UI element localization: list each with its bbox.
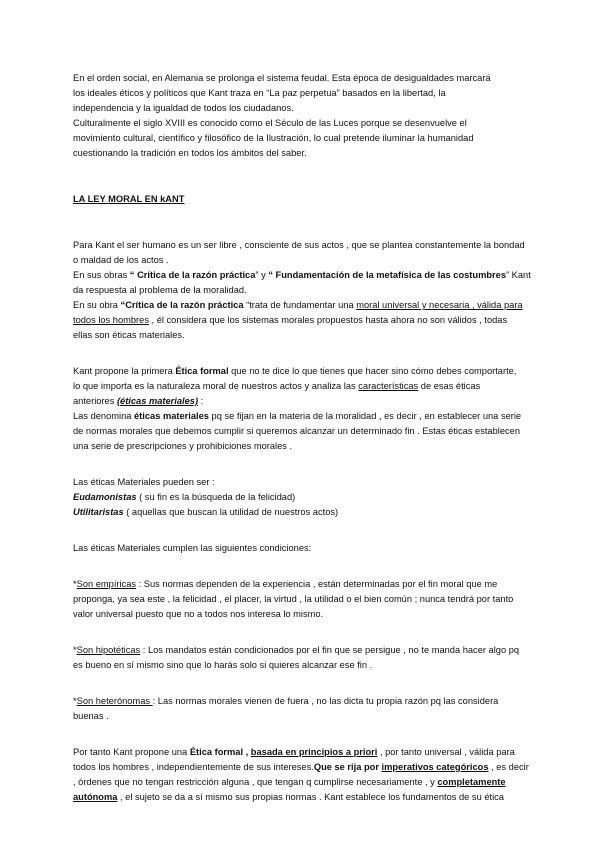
bold-eticas-materiales: éticas materiales [134,411,209,421]
text-line: Las éticas Materiales cumplen las siguientes condiciones: [73,543,312,553]
text-line: movimiento cultural, científico y filosófico de la Ilustración, lo cual pretende iluminar la humanidad [73,133,474,143]
text-line: En el orden social, en Alemania se prolonga el sistema feudal. Esta época de desigualdades marcará [73,73,491,83]
paragraph-kant-libre [73,238,531,343]
intro-paragraph-2 [73,116,531,161]
text-line: una serie de prescripciones y prohibiciones morales . [73,441,293,451]
text-run: Por tanto Kant propone una [73,747,190,757]
bullet-star: * [73,696,77,706]
term-utilitaristas: Utilitaristas [73,507,124,517]
condition-label: Son empíricas [76,579,137,589]
paragraph-etica-formal [73,364,531,454]
text-run: que no te dice lo que tienes que hacer sino cómo debes comportarte, [228,366,517,376]
text-run: Kant propone la primera [73,366,176,376]
text-line: da respuesta al problema de la moralidad. [73,285,247,295]
text-line: Para Kant el ser humano es un ser libre , consciente de sus actos , que se plantea constantemente la bondad [73,240,525,250]
text-line: cuestionando la tradición en todos los ámbitos del saber. [73,148,307,158]
condition-hipoteticas [73,643,531,673]
condition-empiricas [73,577,531,622]
emphasis-eticas-materiales: (éticas materiales) [116,396,199,406]
emphasis-completamente: completamente [437,777,506,787]
text-line: los ideales éticos y políticos que Kant traza en “La paz perpetua” basados en la libertad, la [73,88,446,98]
text-run: anteriores [73,396,117,406]
text-run: ( su fin es la búsqueda de la felicidad) [136,492,296,502]
text-line: o maldad de los actos . [73,255,169,265]
text-run: , órdenes que no tengan restricción alguna , que tengan q cumplirse necesariamente , y [73,777,438,787]
text-run: : Los mandatos están condicionados por el fin que se persigue , no te manda hacer algo pq [140,645,520,655]
text-run: En sus obras [73,270,130,280]
underlined-todos-hombres: todos los hombres [73,315,149,325]
text-line: Las éticas Materiales pueden ser : [73,477,215,487]
text-run: ( aquellas que buscan la utilidad de nuestros actos) [123,507,339,517]
condition-label: Son heterónomas [76,696,153,706]
text-line: de normas morales que debemos cumplir si queremos alcanzar un determinado fin . Estas éticas establecen [73,426,520,436]
text-run: : [198,396,204,406]
text-run: : Sus normas dependen de la experiencia , están determinadas por el fin moral que me [136,579,498,589]
underlined-caracteristicas: características [358,381,419,391]
bold-title-fundamentacion: “ Fundamentación de la metafísica de las costumbres [268,270,506,280]
text-run: , el sujeto se da a sí mismo sus propias normas . Kant establece los fundamentos de su ética [117,792,504,802]
paragraph-tipos-eticas [73,475,531,520]
bold-title-critica-2: “Crítica de la razón práctica [120,300,244,310]
text-run: todos los hombres , independientemente de sus intereses. [73,762,314,772]
text-run: de esas éticas [418,381,481,391]
bold-que-se-rija: Que se rija por [313,762,382,772]
emphasis-autonoma: autónoma [73,792,118,802]
text-line: proponga, ya sea este , la felicidad , el placer, la virtud , la utilidad o el bien común ; nunca tendrá por tanto [73,594,514,604]
section-title-text: LA LEY MORAL EN kANT [73,194,185,204]
paragraph-kant-propone [73,745,531,805]
text-run: , [243,747,251,757]
text-run: pq se fijan en la materia de la moralidad , es decir , en establecer una serie [208,411,522,421]
text-line: ellas son éticas materiales. [73,330,185,340]
bullet-star: * [73,645,77,655]
text-run: ” Kant [506,270,531,280]
bold-title-critica: “ Crítica de la razón práctica [129,270,256,280]
text-run: lo que importa es la naturaleza moral de nuestros actos y analiza las [73,381,359,391]
text-line: es bueno en sí mismo sino que lo harás solo si quieres alcanzar ese fin . [73,660,373,670]
underlined-moral-universal: moral universal y necesaria , válida para [356,300,523,310]
condition-heteronomas [73,694,531,724]
bold-etica-formal: Ética formal [175,366,229,376]
text-line: valor universal puesto que no a todos nos interesa lo mismo. [73,609,324,619]
section-title [73,192,531,207]
text-line: buenas . [73,711,109,721]
emphasis-a-priori: basada en principios a priori [250,747,378,757]
text-line: independencia y la igualdad de todos los ciudadanos. [73,103,294,113]
bold-etica-formal-2: Ética formal [189,747,244,757]
text-run: , por tanto universal , válida para [377,747,515,757]
document-body [73,71,531,805]
condition-label: Son hipotéticas [76,645,141,655]
emphasis-imperativos: imperativos categóricos [381,762,489,772]
text-run: : Las normas morales vienen de fuera , no las dicta tu propia razón pq las considera [152,696,499,706]
text-run: En su obra [73,300,121,310]
bullet-star: * [73,579,77,589]
text-run: ” y [255,270,269,280]
text-line: Culturalmente el siglo XVIII es conocido como el Século de las Luces porque se desenvuelve el [73,118,467,128]
text-run: “trata de fundamentar una [243,300,357,310]
text-run: , es decir [488,762,529,772]
intro-paragraph-1 [73,71,531,116]
term-eudamonistas: Eudamonistas [73,492,137,502]
text-run: Las denomina [73,411,134,421]
text-run: , él considera que los sistemas morales propuestos hasta ahora no son válidos , todas [148,315,508,325]
paragraph-condiciones [73,541,531,556]
